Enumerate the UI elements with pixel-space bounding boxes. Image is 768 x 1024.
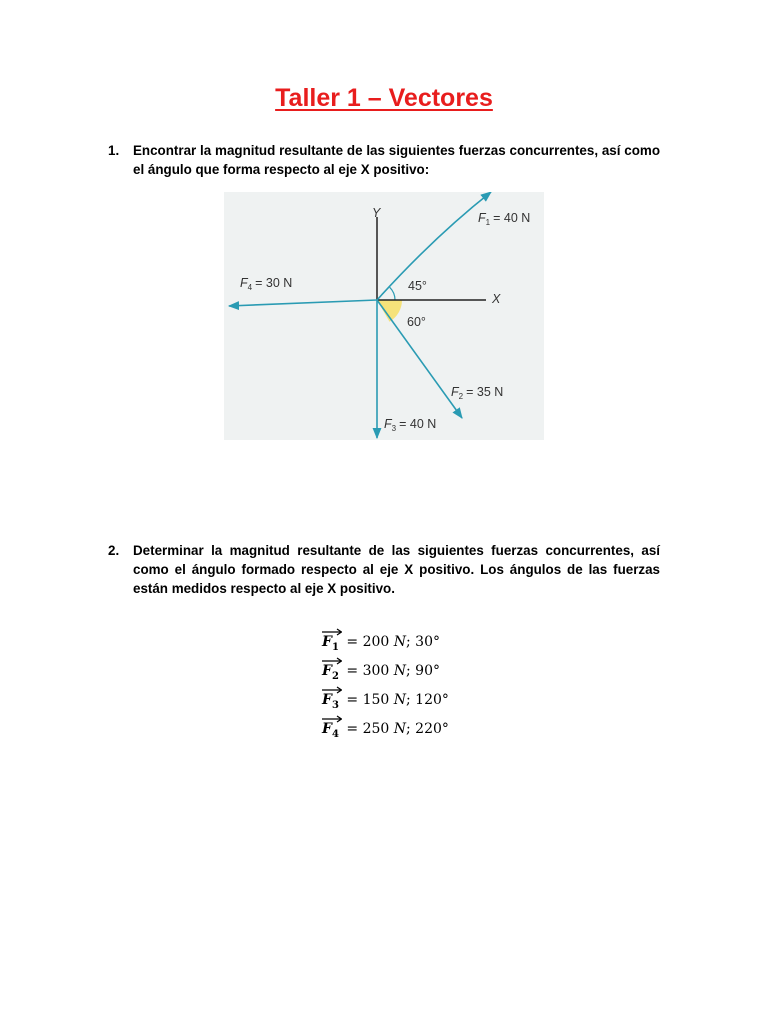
force-f4-arrow (229, 300, 377, 306)
x-axis-label: X (492, 292, 501, 306)
vector-symbol: $F_3$ (322, 688, 339, 711)
angle-45-arc (390, 287, 395, 300)
angle-60-label: 60° (407, 315, 426, 329)
vector-arrow-icon (322, 657, 342, 665)
vector-symbol: $F_1$ (322, 630, 339, 653)
force-f1-label: $F_1 = 40$ N (478, 211, 531, 227)
force-f3-label: $F_3 = 40$ N (384, 417, 437, 433)
force-diagram (224, 192, 544, 440)
force-list (322, 630, 502, 746)
force-equation-2: $F_2 = 300$ N; 90° (322, 659, 502, 688)
force-equation-3: $F_3 = 150$ N; 120° (322, 688, 502, 717)
angle-45-label: 45° (408, 279, 427, 293)
force-f2-label: $F_2 = 35$ N (451, 385, 504, 401)
y-axis-label: Y (372, 206, 381, 220)
question-number: 2. (108, 543, 120, 558)
force-equation-1: $F_1 = 200$ N; 30° (322, 630, 502, 659)
force-diagram-svg (224, 192, 544, 440)
force-f4-label: $F_4 = 30$ N (240, 276, 293, 292)
question-number: 1. (108, 143, 120, 158)
question-text: Determinar la magnitud resultante de las siguientes fuerzas concurrentes, así como el ángulo formado respecto al eje X positivo. Los ángulos de las fuerzas están medidos respecto al eje X positivo. (133, 543, 660, 596)
question-2 (108, 541, 660, 598)
question-1 (108, 141, 660, 179)
vector-arrow-icon (322, 686, 342, 694)
force-f1-arrow (377, 192, 491, 300)
vector-arrow-icon (322, 715, 342, 723)
vector-symbol: $F_4$ (322, 717, 339, 740)
vector-arrow-icon (322, 628, 342, 636)
force-equation-4: $F_4 = 250$ N; 220° (322, 717, 502, 746)
page-title: Taller 1 – Vectores (275, 84, 493, 112)
question-text: Encontrar la magnitud resultante de las siguientes fuerzas concurrentes, así como el ángulo que forma respecto al eje X positivo: (133, 143, 660, 177)
vector-symbol: $F_2$ (322, 659, 339, 682)
